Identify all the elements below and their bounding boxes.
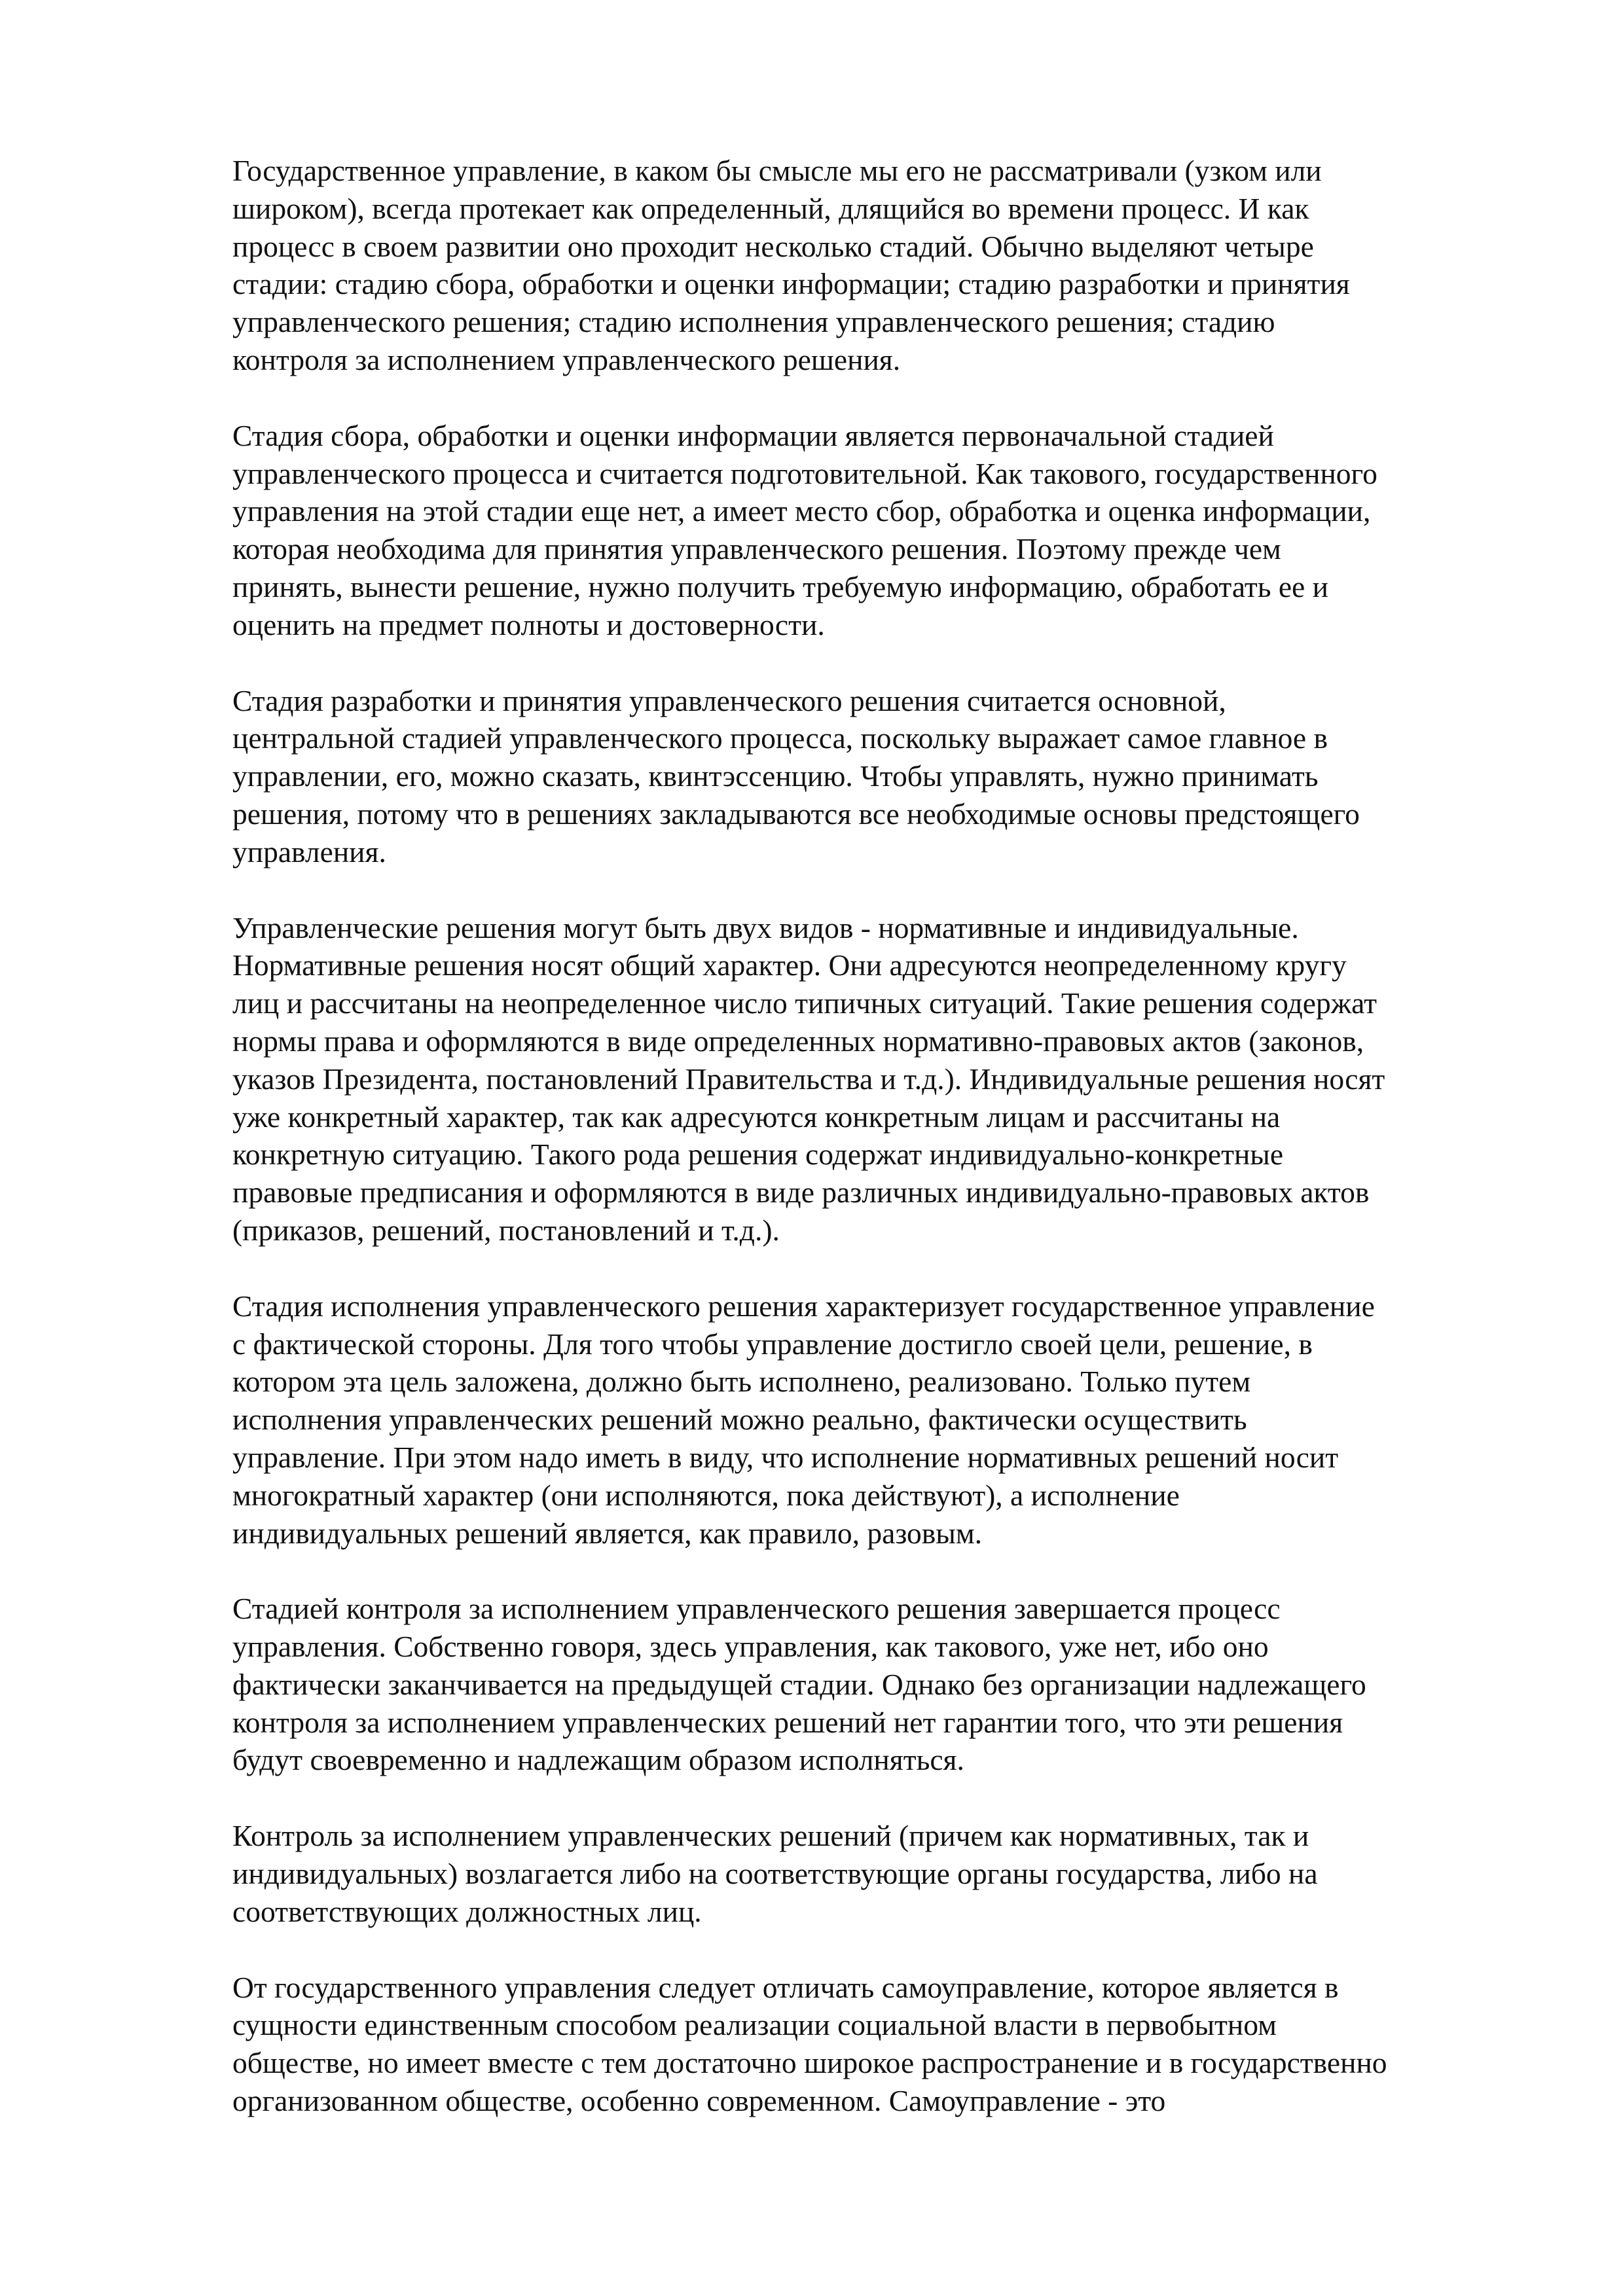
paragraph-control-bodies: Контроль за исполнением управленческих решений (причем как нормативных, так и индивидуальных) возлагается либо на соответствующие органы государства, либо на соответствующих должностных лиц. bbox=[232, 1819, 1318, 1928]
paragraph-execution-stage: Стадия исполнения управленческого решения характеризует государственное управление с фактической стороны. Для того чтобы управление достигло своей цели, решение, в котором эта цель заложена, должно быть исполнено, реализовано. Только путем исполнения управленческих решений можно реально, фактически осуществить управление. При этом надо иметь в виду, что исполнение нормативных решений носит многократный характер (они исполняются, пока действуют), а исполнение индивидуальных решений является, как правило, разовым. bbox=[232, 1289, 1375, 1550]
document-body bbox=[232, 152, 1509, 2120]
paragraph-information-stage: Стадия сбора, обработки и оценки информации является первоначальной стадией управленческого процесса и считается подготовительной. Как такового, государственного управления на этой стадии еще нет, а имеет место сбор, обработка и оценка информации, которая необходима для принятия управленческого решения. Поэтому прежде чем принять, вынести решение, нужно получить требуемую информацию, обработать ее и оценить на предмет полноты и достоверности. bbox=[232, 418, 1377, 641]
paragraph-self-government: От государственного управления следует отличать самоуправление, которое является в сущности единственным способом реализации социальной власти в первобытном обществе, но имеет вместе с тем достаточно широкое распространение и в государственно организованном обществе, особенно современном. Самоуправление - это bbox=[232, 1970, 1387, 2118]
paragraph-decision-types: Управленческие решения могут быть двух видов - нормативные и индивидуальные. Нормативные решения носят общий характер. Они адресуются неопределенному кругу лиц и рассчитаны на неопределенное число типичных ситуаций. Такие решения содержат нормы права и оформляются в виде определенных нормативно-правовых актов (законов, указов Президента, постановлений Правительства и т.д.). Индивидуальные решения носят уже конкретный характер, так как адресуются конкретным лицам и рассчитаны на конкретную ситуацию. Такого рода решения содержат индивидуально-конкретные правовые предписания и оформляются в виде различных индивидуально-правовых актов (приказов, решений, постановлений и т.д.). bbox=[232, 910, 1385, 1247]
paragraph-stages-overview: Государственное управление, в каком бы смысле мы его не рассматривали (узком или широком), всегда протекает как определенный, длящийся во времени процесс. И как процесс в своем развитии оно проходит несколько стадий. Обычно выделяют четыре стадии: стадию сбора, обработки и оценки информации; стадию разработки и принятия управленческого решения; стадию исполнения управленческого решения; стадию контроля за исполнением управленческого решения. bbox=[232, 154, 1350, 376]
paragraph-control-stage: Стадией контроля за исполнением управленческого решения завершается процесс управления. Собственно говоря, здесь управления, как такового, уже нет, ибо оно фактически заканчивается на предыдущей стадии. Однако без организации надлежащего контроля за исполнением управленческих решений нет гарантии того, что эти решения будут своевременно и надлежащим образом исполняться. bbox=[232, 1592, 1366, 1777]
paragraph-decision-stage: Стадия разработки и принятия управленческого решения считается основной, центральной стадией управленческого процесса, поскольку выражает самое главное в управлении, его, можно сказать, квинтэссенцию. Чтобы управлять, нужно принимать решения, потому что в решениях закладываются все необходимые основы предстоящего управления. bbox=[232, 683, 1360, 869]
